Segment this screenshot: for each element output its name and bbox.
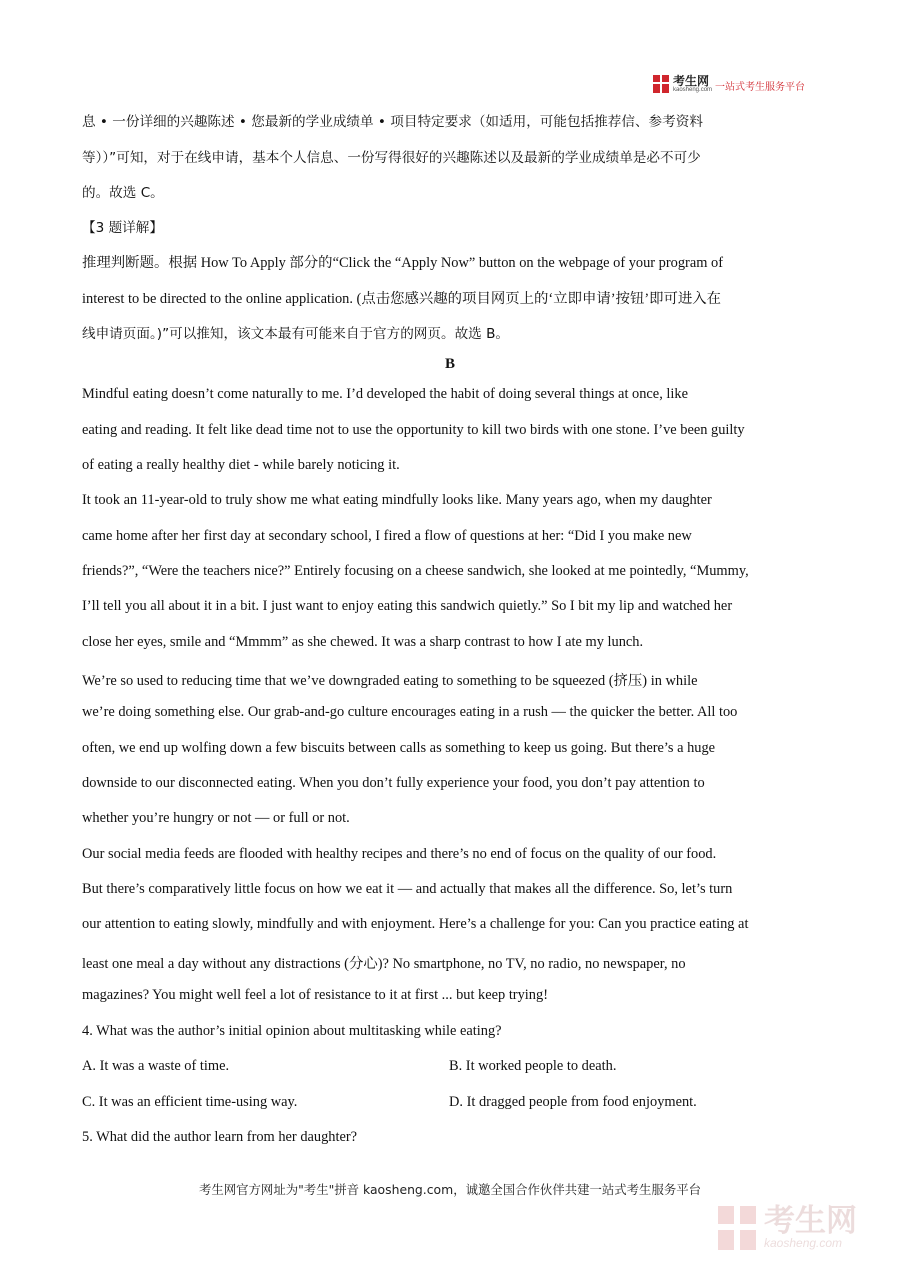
watermark-url: kaosheng.com: [764, 1236, 843, 1250]
logo-name: 考生网: [673, 74, 710, 88]
passage-line: we’re doing something else. Our grab-and-go culture encourages eating in a rush — the quicker the better. All too: [82, 704, 738, 720]
answer-line: 线申请页面。)”可以推知，该文本最有可能来自于官方的网页。故选 B。: [82, 326, 510, 342]
passage-line: It took an 11-year-old to truly show me what eating mindfully looks like. Many years ago, when my daughter: [82, 492, 712, 508]
option-4b: B. It worked people to death.: [449, 1058, 617, 1074]
passage-line: But there’s comparatively little focus on how we eat it — and actually that makes all the difference. So, let’s turn: [82, 881, 733, 897]
passage-line: I’ll tell you all about it in a bit. I just want to enjoy eating this sandwich quietly.” So I bit my lip and watched her: [82, 598, 733, 614]
watermark: [716, 1200, 886, 1255]
section-title: B: [444, 356, 455, 372]
passage-line: our attention to eating slowly, mindfully and with enjoyment. Here’s a challenge for you: Can you practice eating at: [82, 916, 749, 932]
header-slogan: 一站式考生服务平台: [715, 82, 806, 93]
logo-url: kaosheng.com: [673, 87, 713, 93]
passage-line: of eating a really healthy diet - while barely noticing it.: [82, 457, 400, 473]
passage-line: close her eyes, smile and “Mmmm” as she chewed. It was a sharp contrast to how I ate my lunch.: [82, 634, 644, 650]
watermark-name: 考生网: [764, 1203, 857, 1239]
answer-line: 推理判断题。根据 How To Apply 部分的“Click the “Apply Now” button on the webpage of your program of: [82, 255, 724, 271]
answer-line: 的。故选 C。: [82, 185, 164, 201]
option-4a: A. It was a waste of time.: [82, 1058, 230, 1074]
passage-line: came home after her first day at secondary school, I fired a flow of questions at her: “Did I you make new: [82, 528, 692, 544]
passage-line: Mindful eating doesn’t come naturally to me. I’d developed the habit of doing several things at once, like: [82, 386, 688, 402]
passage-line: eating and reading. It felt like dead time not to use the opportunity to kill two birds with one stone. I’ve been guilty: [82, 422, 745, 438]
passage-line: magazines? You might well feel a lot of resistance to it at first ... but keep trying!: [82, 987, 548, 1003]
passage-line: friends?”, “Were the teachers nice?” Entirely focusing on a cheese sandwich, she looked at me pointedly, “Mummy,: [82, 563, 749, 579]
answer-line: 等））”可知，对于在线申请，基本个人信息、一份写得很好的兴趣陈述以及最新的学业成绩单是必不可少: [82, 150, 701, 166]
kaosheng-watermark-icon: [716, 1204, 758, 1252]
kaosheng-logo-icon: [652, 74, 670, 94]
answer-heading: 【3 题详解】: [82, 220, 163, 236]
option-4c: C. It was an efficient time-using way.: [82, 1094, 298, 1110]
header-logo: [652, 74, 805, 94]
passage-line: We’re so used to reducing time that we’ve downgraded eating to something to be squeezed (挤压) in while: [82, 673, 698, 689]
passage-line: often, we end up wolfing down a few biscuits between calls as something to keep us going. But there’s a huge: [82, 740, 716, 756]
answer-line: interest to be directed to the online application. (点击您感兴趣的项目网页上的‘立即申请’按钮’即可进入在: [82, 291, 722, 307]
question-4: 4. What was the author’s initial opinion about multitasking while eating?: [82, 1023, 502, 1039]
option-4d: D. It dragged people from food enjoyment.: [449, 1094, 697, 1110]
passage-line: whether you’re hungry or not — or full or not.: [82, 810, 350, 826]
answer-line: 息 • 一份详细的兴趣陈述 • 您最新的学业成绩单 • 项目特定要求（如适用，可能包括推荐信、参考资料: [82, 114, 703, 130]
page-footer: 考生网官方网址为"考生"拼音 kaosheng.com，诚邀全国合作伙伴共建一站式考生服务平台: [198, 1182, 702, 1197]
passage-line: downside to our disconnected eating. When you don’t fully experience your food, you don’t pay attention to: [82, 775, 705, 791]
passage-line: Our social media feeds are flooded with healthy recipes and there’s no end of focus on the quality of our food.: [82, 846, 717, 862]
question-5: 5. What did the author learn from her daughter?: [82, 1129, 358, 1145]
passage-line: least one meal a day without any distractions (分心)? No smartphone, no TV, no radio, no newspaper, no: [82, 956, 686, 972]
